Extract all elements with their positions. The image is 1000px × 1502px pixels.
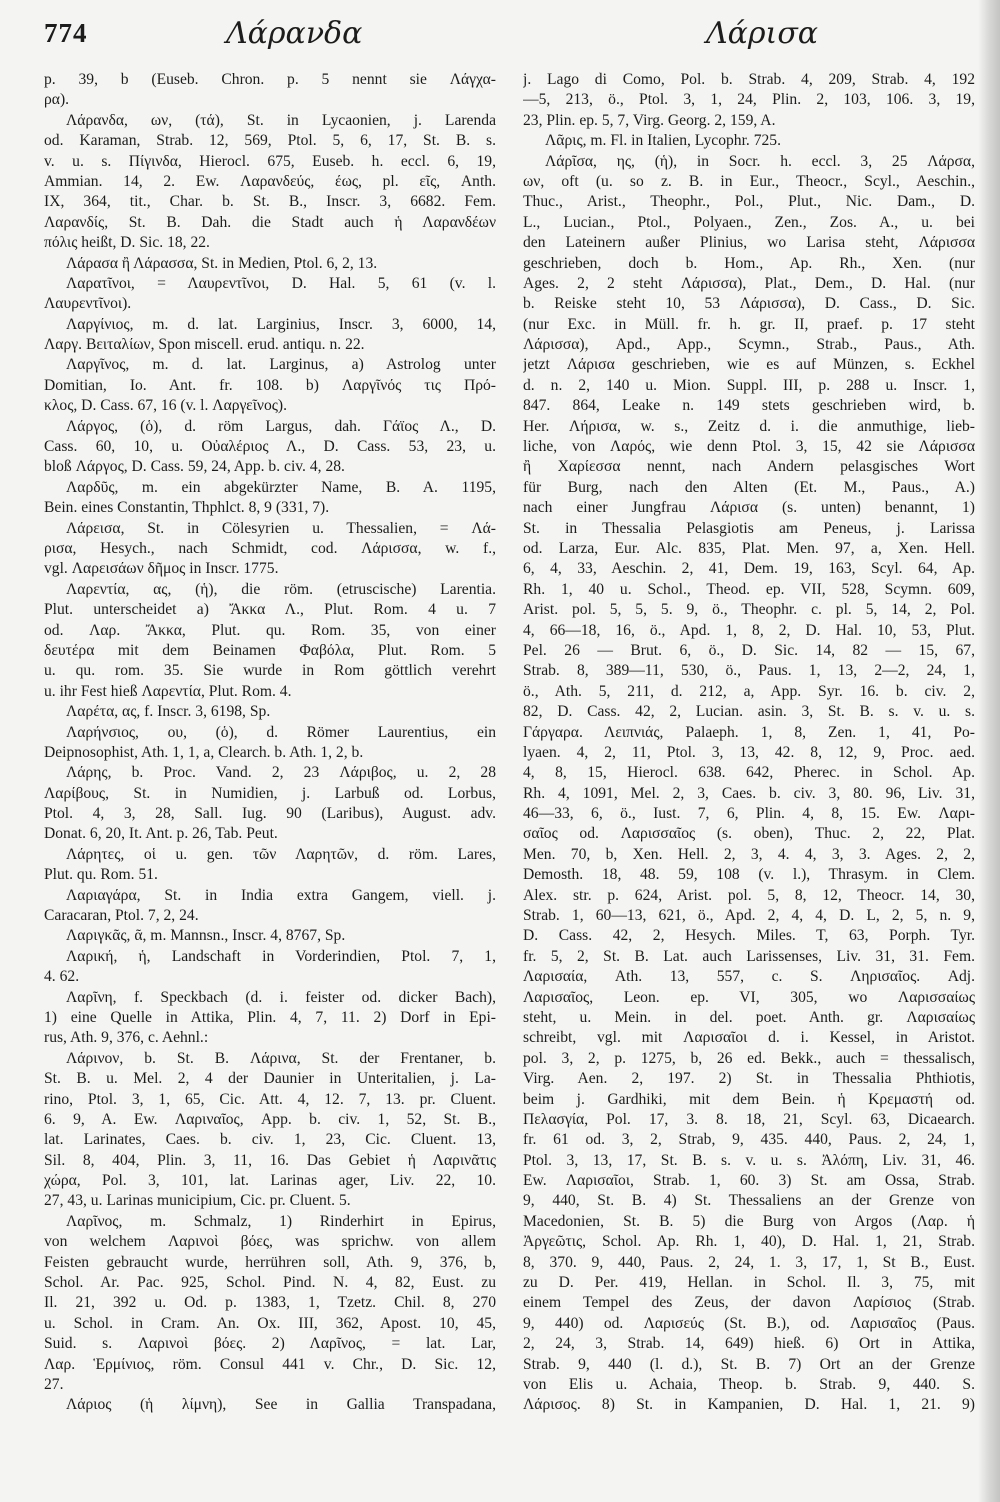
entry-text-line: Bein. eines Constantin, Thphlct. 8, 9 (331, 7). <box>44 499 330 517</box>
entry-text-line: Plut. unterscheidet a) Ἄκκα Λ., Plut. Rom. 4 u. 7 <box>44 601 496 619</box>
entry-headline: Λάργος, (ὁ), d. röm Largus, dah. Γάϊος Λ., D. <box>66 417 496 435</box>
entry-text-line: Donat. 6, 20, It. Ant. p. 26, Tab. Peut. <box>44 825 278 843</box>
entry-text-line: κλος, D. Cass. 67, 16 (v. l. Λαργεῖνος). <box>44 397 288 415</box>
entry-text-line: δευτέρα mit dem Beinamen Φαβόλα, Plut. Rom. 5 <box>44 641 496 659</box>
entry-text-line: bloß Λάργος, D. Cass. 59, 24, App. b. civ. 4, 28. <box>44 458 345 476</box>
entry-text-line: 27, 43, u. Larinas municipium, Cic. pr. Cluent. 5. <box>44 1192 351 1210</box>
entry-text-line: 27. <box>44 1376 64 1393</box>
entry-text-line: rino, Ptol. 3, 1, 65, Cic. Att. 4, 12. 7, 13. pr. Cluent. <box>44 1090 496 1108</box>
entry-text-line: 4, 66—18, 16, ö., Apd. 1, 8, 2, D. Hal. 10, 53, Plut. <box>523 621 975 639</box>
entry-text-line: beim j. Gardhiki, mit dem Bein. ἡ Κρεμαστή od. <box>523 1090 975 1108</box>
entry-text-line: Πελασγία, Pol. 17, 3. 8. 18, 21, Scyl. 63, Dicaearch. <box>523 1110 975 1128</box>
entry-text-line: Demosth. 18, 48. 59, 108 (v. l.), Thrasym. in Clem. <box>523 866 975 884</box>
entry-text-line: Strab. 8, 389—11, 530, ö., Paus. 1, 13, 2—2, 24, 1, <box>523 662 975 680</box>
entry-text-line: ρισα, Hesych., nach Schmidt, cod. Λάρισσα, w. f., <box>44 539 496 557</box>
entry-text-line: lyaen. 4, 2, 11, Ptol. 3, 13, 42. 8, 12, 9, Proc. aed. <box>523 743 975 761</box>
entry-text-line: d. n. 2, 140 u. Mion. Suppl. III, p. 288 u. Inscr. 1, <box>523 376 975 394</box>
entry-text-line: p. 39, b (Euseb. Chron. p. 5 nennt sie Λάγχα- <box>44 71 496 88</box>
entry-text-line: für Burg, nach den Alten (Et. M., Paus., A.) <box>523 478 975 496</box>
running-head-left: Λάρανδα <box>226 16 363 51</box>
entry-headline: Λαρήνσιος, ου, (ὁ), d. Römer Laurentius, ein <box>66 723 496 741</box>
entry-text-line: od. Karaman, Strab. 12, 569, Ptol. 5, 6, 17, St. B. s. <box>44 132 496 150</box>
entry-text-line: Ptol. 3, 13, 17, St. B. s. v. u. s. Ἀλόπη, Liv. 31, 46. <box>523 1151 975 1169</box>
entry-text-line: Λαρ. Ἑρμίνιος, röm. Consul 441 v. Chr., D. Sic. 12, <box>44 1355 496 1373</box>
entry-text-line: Ew. Λαρισαῖοι, Strab. 1, 60. 3) St. am Ossa, Strab. <box>523 1172 975 1190</box>
entry-text-line: Ptol. 4, 3, 28, Sall. Iug. 90 (Laribus), August. adv. <box>44 805 496 823</box>
entry-text-line: Λάρισος. 8) St. in Kampanien, D. Hal. 1, 21. 9) <box>523 1396 975 1414</box>
entry-headline: Λαργῖνος, m. d. lat. Larginus, a) Astrolog unter <box>66 356 496 374</box>
entry-text-line: jetzt Λάρισα geschrieben, wie es auf Münzen, s. Eckhel <box>523 356 975 374</box>
entry-text-line: 4, 8, 15, Hierocl. 638. 642, Pherec. in Schol. Ap. <box>523 764 975 782</box>
entry-headline: Λαρεντία, ας, (ἡ), die röm. (etruscische) Larentia. <box>66 580 496 598</box>
entry-text-line: u. qu. rom. 35. Sie wurde in Rom göttlich verehrt <box>44 662 496 680</box>
entry-headline: Λάρης, b. Proc. Vand. 2, 23 Λάριβος, u. 2, 28 <box>66 764 496 782</box>
entry-text-line: liche, von Λαρός, wie denn Ptol. 3, 15, 42 sie Λάρισσα <box>523 438 975 456</box>
entry-text-line: ων, oft (u. so z. B. in Eur., Theocr., Scyl., Aeschin., <box>523 172 975 190</box>
entry-text-line: schreibt, vgl. mit Λαρισαῖοι d. i. Kessel, in Aristot. <box>523 1029 975 1047</box>
entry-text-line: L., Lucian., Ptol., Polyaen., Zen., Zos. A., u. bei <box>523 213 975 231</box>
left-column <box>44 70 496 1416</box>
entry-headline: Λαρῖνη, f. Speckbach (d. i. feister od. dicker Bach), <box>66 988 496 1006</box>
page-edge-shadow <box>978 0 1000 1502</box>
entry-text-line: Pel. 26 — Brut. 6, ö., D. Sic. 14, 82 — 15, 67, <box>523 641 975 659</box>
entry-text-line: Λαρίβους, St. in Numidien, j. Larbuß od. Lorbus, <box>44 784 496 802</box>
entry-text-line: fr. 5, 2, St. B. Lat. auch Larissenses, Liv. 31, 31. Fem. <box>523 947 975 965</box>
entry-text-line: u. Schol. in Cram. An. Ox. III, 362, Apost. 10, 45, <box>44 1314 496 1332</box>
entry-text-line: Λαυρεντῖνοι). <box>44 295 132 313</box>
entry-headline: Λαρική, ἡ, Landschaft in Vorderindien, Ptol. 7, 1, <box>66 947 496 965</box>
entry-headline: Λάρανδα, ων, (τά), St. in Lycaonien, j. Larenda <box>66 111 496 129</box>
entry-text-line: IX, 364, tit., Char. b. St. B., Inscr. 3, 6682. Fem. <box>44 193 496 211</box>
entry-headline: Λαριγκᾶς, ᾶ, m. Mannsn., Inscr. 4, 8767, Sp. <box>66 927 346 945</box>
entry-headline: Λᾶρις, m. Fl. in Italien, Lycophr. 725. <box>545 132 781 150</box>
entry-text-line: St. B. u. Mel. 2, 4 der Daunier in Unteritalien, j. La- <box>44 1070 496 1088</box>
entry-headline: Λαργίνιος, m. d. lat. Larginius, Inscr. 3, 6000, 14, <box>66 315 496 333</box>
entry-text-line: Λαρισαία, Ath. 13, 557, c. S. Ληρισαῖος. Adj. <box>523 968 975 986</box>
entry-headline: Λαριαγάρα, St. in India extra Gangem, viell. j. <box>66 886 496 904</box>
entry-text-line: Macedonien, St. B. 5) die Burg von Argos (Λαρ. ἡ <box>523 1212 975 1230</box>
entry-text-line: σαῖος od. Λαρισσαῖος (s. oben), Thuc. 2, 22, Plat. <box>523 825 975 843</box>
entry-headline: Λαρατῖνοι, = Λαυρεντῖνοι, D. Hal. 5, 61 (v. l. <box>66 274 496 292</box>
entry-text-line: 1) eine Quelle in Attika, Plin. 4, 7, 11. 2) Dorf in Epi- <box>44 1008 496 1026</box>
entry-headline: Λάρασα ἢ Λάρασσα, St. in Medien, Ptol. 6, 2, 13. <box>66 254 378 272</box>
entry-text-line: 8, 370. 9, 440, Paus. 2, 24, 1. 3, 17, 1, St B., Eust. <box>523 1253 975 1271</box>
entry-text-line: D. Cass. 42, 2, Hesych. Miles. T, 63, Porph. Tyr. <box>523 927 975 945</box>
page-number: 774 <box>44 18 88 48</box>
entry-text-line: Schol. Ar. Pac. 925, Schol. Pind. N. 4, 82, Eust. zu <box>44 1274 496 1292</box>
entry-text-line: χώρα, Pol. 3, 101, lat. Larinas ager, Liv. 22, 10. <box>44 1172 496 1190</box>
entry-text-line: Virg. Aen. 2, 197. 2) St. in Thessalia Phthiotis, <box>523 1070 975 1088</box>
entry-text-line: Suid. s. Λαρινοὶ βόες. 2) Λαρῖνος, = lat. Lar, <box>44 1335 496 1353</box>
entry-text-line: Γάργαρα. Λειπνιάς, Palaeph. 1, 8, Zen. 1, 41, Po- <box>523 723 975 741</box>
entry-text-line: 23, Plin. ep. 5, 7, Virg. Georg. 2, 159, A. <box>523 111 776 129</box>
entry-text-line: πόλις heißt, D. Sic. 18, 22. <box>44 234 210 252</box>
entry-text-line: Rh. 1, 40 u. Schol., Theod. ep. VII, 528, Scymn. 609, <box>523 580 975 598</box>
entry-text-line: Λαρισαῖος, Leon. ep. VI, 305, wo Λαρισσαίως <box>523 988 975 1006</box>
right-column <box>523 70 975 1416</box>
entry-text-line: einem Tempel des Zeus, der davon Λαρίσιος (Strab. <box>523 1294 975 1312</box>
running-head-right: Λάρισα <box>706 16 819 51</box>
entry-text-line: ἢ Χαρίεσσα nennt, nach Andern pelasgisches Wort <box>523 458 975 476</box>
entry-text-line: 82, D. Cass. 42, 2, Lucian. asin. 3, St. B. s. v. u. s. <box>523 703 975 721</box>
entry-text-line: rus, Ath. 9, 376, c. Aehnl.: <box>44 1029 209 1047</box>
entry-text-line: —5, 213, ö., Ptol. 3, 1, 24, Plin. 2, 103, 106. 3, 19, <box>523 91 975 109</box>
entry-headline: Λάρῖσα, ης, (ἡ), in Socr. h. eccl. 3, 25 Λάρσα, <box>545 152 975 170</box>
entry-text-line: den Lateinern außer Plinius, wo Larisa steht, Λάρισσα <box>523 234 975 252</box>
entry-headline: Λάρινον, b. St. B. Λάρινα, St. der Frentaner, b. <box>66 1049 496 1067</box>
entry-text-line: Ammian. 14, 2. Ew. Λαρανδεύς, έως, pl. εῖς, Anth. <box>44 172 496 190</box>
entry-headline: Λαρῖνος, m. Schmalz, 1) Rinderhirt in Epirus, <box>66 1212 496 1230</box>
entry-text-line: Deipnosophist, Ath. 1, 1, a, Clearch. b. Ath. 1, 2, b. <box>44 743 364 761</box>
entry-text-line: St. in Thessalia Pelasgiotis am Peneus, j. Larissa <box>523 519 975 537</box>
entry-headline: Λάριος (ἡ λίμνη), See in Gallia Transpadana, <box>66 1396 496 1414</box>
entry-text-line: 847. 864, Leake n. 149 stets geschrieben wird, b. <box>523 397 975 415</box>
entry-text-line: Arist. pol. 5, 5, 5. 9, ö., Theophr. c. pl. 5, 14, 2, Pol. <box>523 601 975 619</box>
entry-text-line: Il. 21, 392 u. Od. p. 1383, 1, Tzetz. Chil. 8, 270 <box>44 1294 496 1312</box>
entry-text-line: Sil. 8, 404, Plin. 3, 11, 16. Das Gebiet ἡ Λαρινᾶτις <box>44 1151 496 1169</box>
entry-text-line: lat. Larinates, Caes. b. civ. 1, 23, Cic. Cluent. 13, <box>44 1131 496 1149</box>
entry-text-line: zu D. Per. 419, Hellan. in Schol. Il. 3, 75, mit <box>523 1274 975 1292</box>
entry-text-line: vgl. Λαρεισάων δῆμος in Inscr. 1775. <box>44 560 279 578</box>
entry-text-line: 9, 440) od. Λαρισεύς (St. B.), od. Λαρισαῖος (Paus. <box>523 1314 975 1332</box>
entry-headline: Λάρητες, οἱ u. gen. τῶν Λαρητῶν, d. röm. Lares, <box>66 845 496 863</box>
entry-text-line: od. Larza, Eur. Alc. 835, Plat. Men. 97, a, Xen. Hell. <box>523 539 975 557</box>
entry-text-line: steht, u. Mein. in del. poet. Anth. gr. Λαρισαίως <box>523 1008 975 1026</box>
entry-text-line: Λαρανδίς, St. B. Dah. die Stadt auch ἡ Λαρανδέων <box>44 213 496 231</box>
entry-headline: Λαρέτα, ας, f. Inscr. 3, 6198, Sp. <box>66 703 271 721</box>
entry-headline: Λάρεισα, St. in Cölesyrien u. Thessalien, = Λά- <box>66 519 496 537</box>
entry-text-line: Feisten gebraucht wurde, herrühren soll, Ath. 9, 376, b, <box>44 1253 496 1271</box>
entry-text-line: (nur Exc. in Müll. fr. h. gr. II, praef. p. 17 steht <box>523 315 975 333</box>
entry-text-line: od. Λαρ. Ἄκκα, Plut. qu. Rom. 35, von einer <box>44 621 496 639</box>
entry-text-line: Ἀργεῶτις, Schol. Ap. Rh. 1, 40), D. Hal. 1, 21, Strab. <box>523 1233 975 1251</box>
entry-text-line: 46—33, 6, ö., Iust. 7, 6, Plin. 4, 8, 15. Ew. Λαρι- <box>523 805 975 823</box>
entry-text-line: Alex. str. p. 624, Arist. pol. 5, 8, 12, Theocr. 14, 30, <box>523 886 975 904</box>
entry-text-line: geschrieben, doch b. Hom., Ap. Rh., Xen. (nur <box>523 254 975 272</box>
entry-text-line: j. Lago di Como, Pol. b. Strab. 4, 209, Strab. 4, 192 <box>523 71 975 88</box>
entry-text-line: pol. 3, 2, p. 1275, b, 26 ed. Bekk., auch = thessalisch, <box>523 1049 975 1067</box>
entry-text-line: 2, 24, 3, Strab. 14, 649) hieß. 6) Ort in Attika, <box>523 1335 975 1353</box>
entry-text-line: 4. 62. <box>44 968 80 986</box>
entry-text-line: Caracaran, Ptol. 7, 2, 24. <box>44 907 199 925</box>
entry-text-line: von welchem Λαρινοὶ βόες, was sprichw. von allem <box>44 1233 496 1251</box>
entry-text-line: Rh. 4, 1091, Mel. 2, 3, Caes. b. civ. 3, 80. 96, Liv. 31, <box>523 784 975 802</box>
entry-text-line: Her. Λήρισα, w. s., Zeitz d. i. die anmuthige, lieb- <box>523 417 975 435</box>
entry-text-line: Thuc., Arist., Theophr., Pol., Plut., Nic. Dam., D. <box>523 193 975 211</box>
entry-text-line: Λαργ. Βειταλίων, Spon miscell. erud. antiqu. n. 22. <box>44 336 365 354</box>
entry-text-line: ö., Ath. 5, 211, d. 212, a, App. Syr. 16. b. civ. 2, <box>523 682 975 700</box>
entry-text-line: nach einer Jungfrau Λάρισα (s. unten) benannt, 1) <box>523 499 975 517</box>
entry-text-line: Plut. qu. Rom. 51. <box>44 866 158 884</box>
entry-text-line: 6. 9, A. Ew. Λαριναῖος, App. b. civ. 1, 52, St. B., <box>44 1110 496 1128</box>
entry-text-line: b. Reiske steht 10, 53 Λάρισσα), D. Cass., D. Sic. <box>523 295 975 313</box>
entry-text-line: Domitian, Io. Ant. fr. 108. b) Λαργῖνός τις Πρό- <box>44 376 496 394</box>
entry-text-line: fr. 61 od. 3, 2, Strab, 9, 435. 440, Paus. 2, 24, 1, <box>523 1131 975 1149</box>
entry-text-line: Strab. 1, 60—13, 621, ö., Apd. 2, 4, 4, D. L, 2, 5, n. 9, <box>523 907 975 925</box>
entry-text-line: Λάρισσα), Apd., App., Scymn., Strab., Paus., Ath. <box>523 336 975 354</box>
entry-text-line: Cass. 60, 10, u. Οὐαλέριος Λ., D. Cass. 53, 23, u. <box>44 438 496 456</box>
entry-text-line: Strab. 9, 440 (l. d.), St. B. 7) Ort an der Grenze <box>523 1355 975 1373</box>
entry-text-line: 6, 4, 33, Aeschin. 2, 41, Dem. 19, 163, Scyl. 64, Ap. <box>523 560 975 578</box>
entry-headline: Λαρδῦς, m. ein abgekürzter Name, B. A. 1195, <box>66 478 496 496</box>
entry-text-line: u. ihr Fest hieß Λαρεντία, Plut. Rom. 4. <box>44 682 292 700</box>
entry-text-line: v. u. s. Πίγινδα, Hierocl. 675, Euseb. h. eccl. 6, 19, <box>44 152 496 170</box>
entry-text-line: 9, 440, St. B. 4) St. Thessaliens an der Grenze von <box>523 1192 975 1210</box>
entry-text-line: von Elis u. Achaia, Theop. b. Strab. 9, 440. S. <box>523 1376 975 1393</box>
entry-text-line: Men. 70, b, Xen. Hell. 2, 3, 4. 4, 3, 3. Ages. 2, 2, <box>523 845 975 863</box>
entry-text-line: Ages. 2, 2 steht Λάρισσα), Plat., Dem., D. Hal. (nur <box>523 274 975 292</box>
entry-text-line: ρα). <box>44 91 70 109</box>
